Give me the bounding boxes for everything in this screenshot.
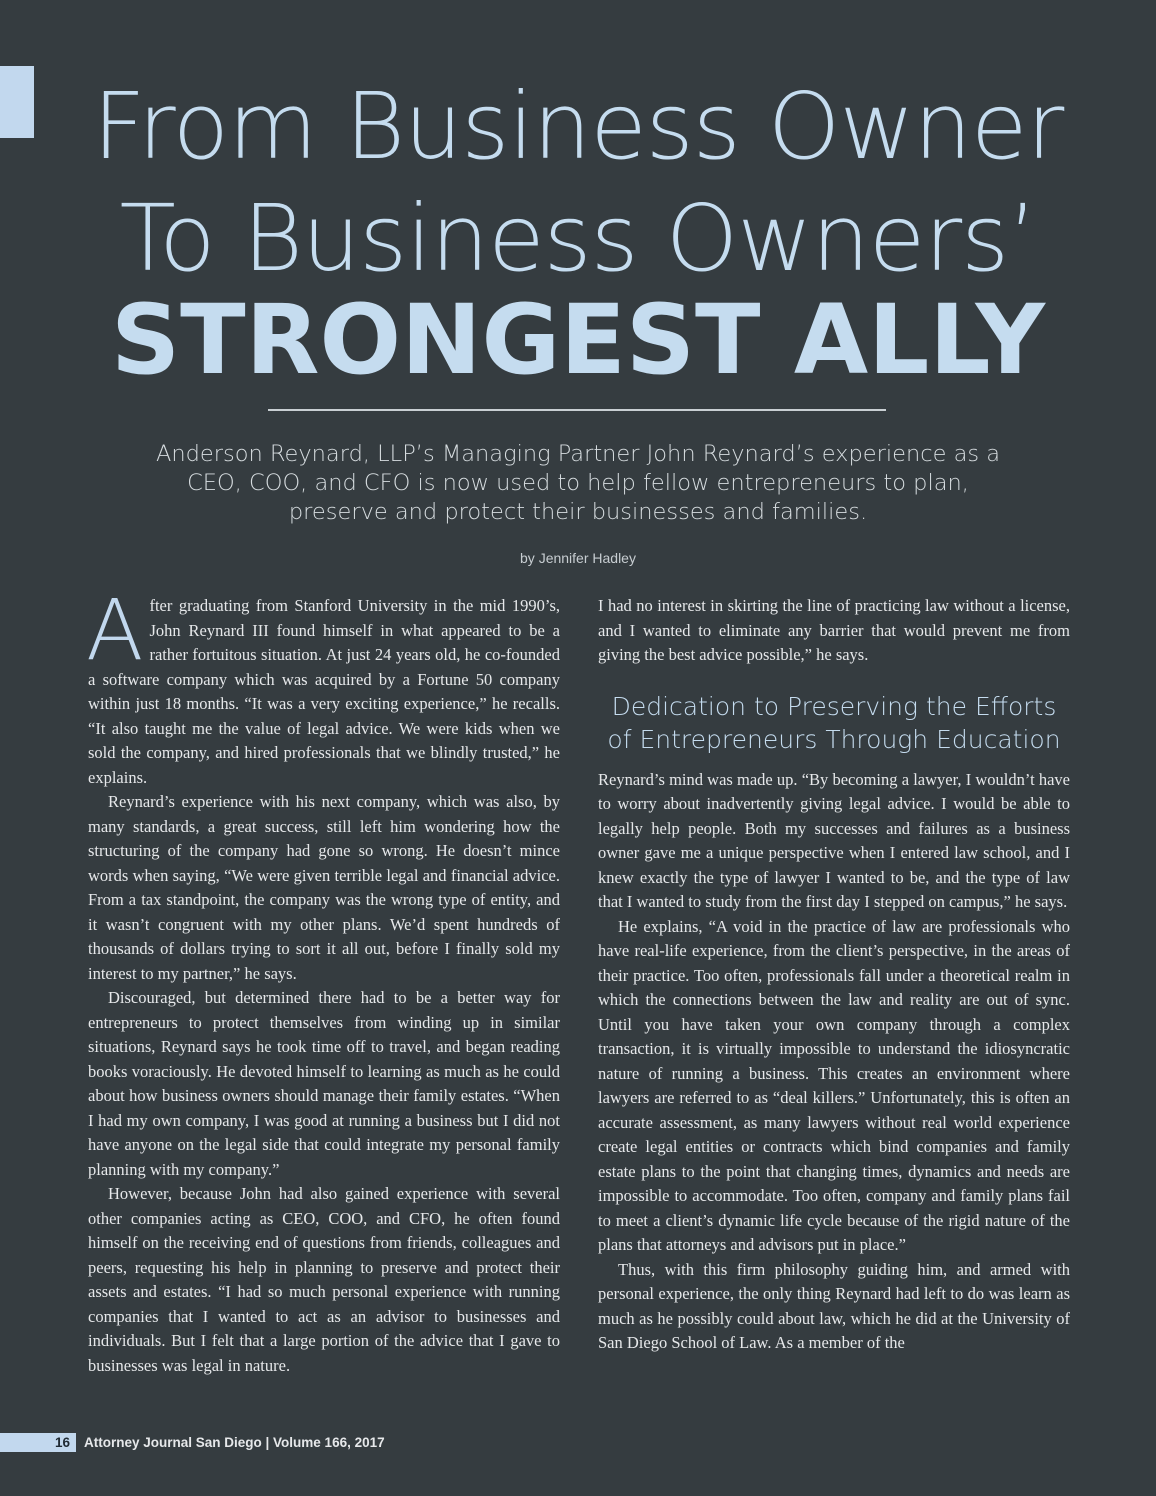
right-column (598, 594, 1070, 1356)
headline-line-3: STRONGEST ALLY (110, 284, 1046, 396)
paragraph: Reynard’s mind was made up. “By becoming a lawyer, I wouldn’t have to worry about inadvertently giving legal advice. I would be able to legally help people. Both my successes and failures as a business owner gave me a unique perspective when I entered law school, and I knew exactly the type of lawyer I wanted to be, and the type of law that I wanted to study from the first day I stepped on campus,” he says. (598, 769, 1070, 911)
paragraph: Thus, with this firm philosophy guiding him, and armed with personal experience, the only thing Reynard had left to do was learn as much as he possibly could about law, which he did at the University of San Diego School of Law. As a member of the (598, 1259, 1070, 1352)
headline-line-2: To Business Owners’ (119, 185, 1037, 292)
byline: by Jennifer Hadley (520, 550, 636, 566)
page-footer (54, 1432, 385, 1452)
paragraph-continuation: I had no interest in skirting the line of practicing law without a license, and I wanted to eliminate any barrier that would prevent me from giving the best advice possible,” he says. (598, 596, 1070, 664)
paragraph: Reynard’s experience with his next company, which was also, by many standards, a great success, still left him wondering how the structuring of the company had gone so wrong. He doesn’t mince words when saying, “We were given terrible legal and financial advice. From a tax standpoint, the company was the wrong type of entity, and it wasn’t congruent with my other plans. We’d spent hundreds of thousands of dollars trying to sort it all out, before I finally sold my interest to my partner,” he says. (88, 792, 560, 983)
paragraph: He explains, “A void in the practice of law are professionals who have real-life experience, from the client’s perspective, in the areas of their practice. Too often, professionals fall under a theoretical realm in which the connections between the law and reality are out of sync. Until you have taken your own company through a complex transaction, it is virtually impossible to understand the idiosyncratic nature of running a business. This creates an environment where lawyers are referred to as “deal killers.” Unfortunately, this is often an accurate assessment, as many lawyers without real world experience create legal entities or contracts which bind companies and family estate plans to the point that changing times, dynamics and needs are impossible to accommodate. Too often, company and family plans fail to meet a client’s dynamic life cycle because of the rigid nature of the plans that attorneys and advisors put in place.” (598, 916, 1070, 1254)
paragraph: However, because John had also gained experience with several other companies acting as CEO, COO, and CFO, he often found himself on the receiving end of questions from friends, colleagues and peers, requesting his help in planning to preserve and protect their assets and estates. “I had so much personal experience with running companies that I wanted to act as an advisor to businesses and individuals. But I felt that a large portion of the advice that I gave to businesses was legal in nature. (88, 1184, 560, 1375)
paragraph: Discouraged, but determined there had to be a better way for entrepreneurs to protect themselves from winding up in similar situations, Reynard says he took time off to travel, and began reading books voraciously. He devoted himself to learning as much as he could about how business owners should manage their family estates. “When I had my own company, I was good at running a business but I did not have anyone on the legal side that could integrate my personal family planning with my company.” (88, 988, 560, 1179)
section-subhead: Dedication to Preserving the Efforts of Entrepreneurs Through Education (607, 691, 1061, 754)
article-deck: Anderson Reynard, LLP’s Managing Partner John Reynard’s experience as a CEO, COO, and CFO is now used to help fellow entrepreneurs to plan, preserve and protect their businesses and families. (155, 441, 1001, 525)
paragraph-text: fter graduating from Stanford University in the mid 1990’s, John Reynard III found himself in what appeared to be a rather fortuitous situation. At just 24 years old, he co-founded a software company which was acquired by a Fortune 50 company within just 18 months. “It was a very exciting experience,” he recalls. “It also taught me the value of legal advice. We were kids when we sold the company, and hired professionals that we blindly trusted,” he explains. (88, 596, 560, 787)
paragraph (86, 581, 560, 790)
publication-info: Attorney Journal San Diego | Volume 166, 2017 (84, 1434, 385, 1450)
left-column (86, 581, 560, 1378)
headline-line-1: From Business Owner (92, 73, 1064, 180)
drop-cap: A (86, 581, 144, 679)
title-divider (268, 409, 886, 411)
page-number: 16 (0, 1433, 76, 1452)
